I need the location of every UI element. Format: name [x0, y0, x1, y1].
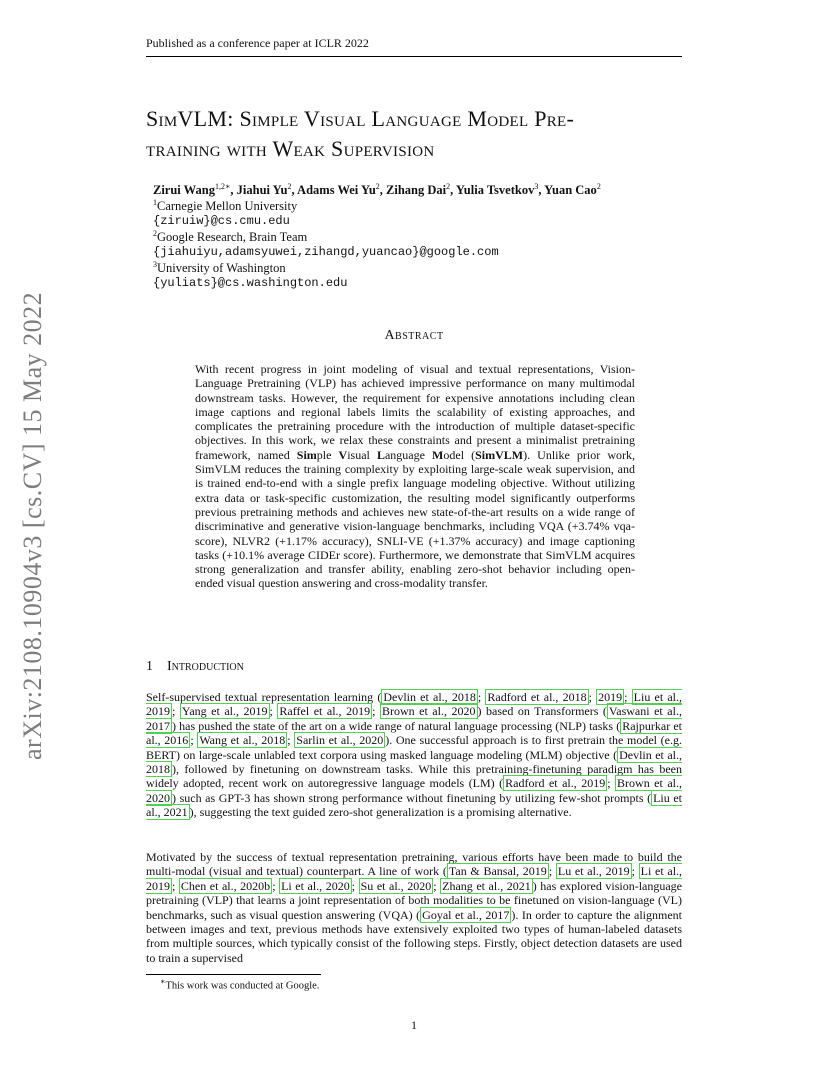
affiliation-name: $^1$Carnegie Mellon University [153, 198, 298, 214]
title-line-2: training with Weak Supervision [146, 136, 435, 161]
author-affiliation-sup: 2 [596, 182, 601, 191]
author-name: Adams Wei Yu [297, 183, 376, 198]
citation-link[interactable]: Vaswani et al., 2017 [146, 704, 682, 733]
citation-link[interactable]: Lu et al., 2019 [557, 864, 630, 879]
citation-link[interactable]: Radford et al., 2018 [487, 690, 587, 704]
author-affiliation-sup: 1,2 [214, 182, 225, 191]
running-header: Published as a conference paper at ICLR 2022 [146, 36, 682, 57]
citation-link[interactable]: Su et al., 2020 [360, 878, 432, 893]
citation-link[interactable]: Zhang et al., 2021 [442, 878, 531, 893]
author-name: Zihang Dai [386, 183, 447, 198]
section-number: 1 [146, 659, 153, 674]
abstract-body: With recent progress in joint modeling of visual and textual representations, Vision-Language Pretraining (VLP) has achieved impressive performance on many multimodal downstream tasks. However, the requirement for expensive annotations including clean image captions and regional labels limits the scalability of existing approaches, and complicates the pretraining procedure with the introduction of multiple dataset-specific objectives. In this work, we relax these constraints and present a minimalist pretraining framework, named Simple Visual Language Model (SimVLM). Unlike prior work, SimVLM reduces the training complexity by exploiting large-scale weak supervision, and is trained end-to-end with a single prefix language modeling objective. Without utilizing extra data or task-specific customization, the resulting model significantly outperforms previous pretraining methods and achieves new state-of-the-art results on a wide range of discriminative and generative vision-language benchmarks, including VQA (+3.74% vqa-score), NLVR2 (+1.17% accuracy), SNLI-VE (+1.37% accuracy) and image captioning tasks (+10.1% average CIDEr score). Furthermore, we demonstrate that SimVLM acquires strong generalization and transfer ability, enabling zero-shot behavior including open-ended visual question answering and cross-modality transfer. [195, 362, 635, 591]
footnote: ∗This work was conducted at Google. [160, 977, 320, 992]
affiliation-name: $^3$University of Washington [153, 260, 286, 276]
affiliation-email[interactable]: {jiahuiyu,adamsyuwei,zihangd,yuancao}@google.com [153, 245, 499, 259]
author-name: Jiahui Yu [236, 183, 288, 198]
citation-link[interactable]: Brown et al., 2020 [146, 776, 682, 805]
author-name: Yulia Tsvetkov [455, 183, 535, 198]
citation-link[interactable]: 2019 [598, 690, 623, 704]
citation-link[interactable]: Liu et al., 2019 [146, 690, 683, 719]
citation-link[interactable]: Raffel et al., 2019 [279, 704, 371, 719]
citation-link[interactable]: Goyal et al., 2017 [422, 907, 510, 922]
author-name: Zirui Wang [153, 183, 215, 198]
author-affiliation-sup: 2 [446, 182, 451, 191]
affiliation-email[interactable]: {ziruiw}@cs.cmu.edu [153, 214, 290, 228]
title-line-1: SimVLM: Simple Visual Language Model Pre- [146, 106, 575, 131]
citation-link[interactable]: Chen et al., 2020b [180, 878, 271, 893]
affiliation-name: $^2$Google Research, Brain Team [153, 229, 308, 245]
citation-link[interactable]: Rajpurkar et al., 2016 [146, 718, 682, 748]
citation-link[interactable]: Devlin et al., 2018 [383, 690, 476, 704]
citation-link[interactable]: Devlin et al., 2018 [146, 747, 682, 777]
paper-title [146, 104, 706, 164]
citation-link[interactable]: Radford et al., 2019 [505, 776, 606, 791]
page-number: 1 [411, 1018, 417, 1032]
author-name: Yuan Cao [544, 183, 597, 198]
footnote-mark: ∗ [160, 977, 166, 986]
citation-link[interactable]: Brown et al., 2020 [381, 704, 476, 719]
citation-link[interactable]: Wang et al., 2018 [199, 733, 286, 748]
author-affiliation-sup: 3 [534, 182, 539, 191]
abstract-heading: Abstract [384, 328, 444, 343]
citation-link[interactable]: Liu et al., 2021 [146, 790, 682, 820]
section-title: Introduction [167, 659, 244, 674]
citation-link[interactable]: Li et al., 2019 [146, 864, 683, 893]
affiliation-email[interactable]: {yuliats}@cs.washington.edu [153, 276, 348, 290]
citation-link[interactable]: Tan & Bansal, 2019 [448, 864, 547, 879]
author-list: Zirui Wang$^{1,2∗}$, Jiahui Yu$^2$, Adams Wei Yu$^2$, Zihang Dai$^2$, Yulia Tsvetkov$^3$, Yuan Cao$^2$ [153, 182, 601, 198]
footnote-divider [146, 974, 321, 975]
citation-link[interactable]: Yang et al., 2019 [181, 704, 268, 719]
arxiv-stamp: arXiv:2108.10904v3 [cs.CV] 15 May 2022 [18, 291, 47, 760]
citation-link[interactable]: Sarlin et al., 2020 [296, 733, 384, 748]
author-affiliation-sup: 2 [375, 182, 380, 191]
author-affiliation-sup: 2 [287, 182, 292, 191]
section-heading [146, 659, 244, 675]
intro-paragraph-1: Self-supervised textual representation learning ( Devlin et al., 2018 ; Radford et al., 2018 ; 2019 ; Liu et al., 2019 ; Yang et al., 2019 ; Raffel et al., 2019 ; Brown et al., 2020 ) based on Transformers ( Vaswani et al., 2017 ) has pushed the state of the art on a wide range of natural language processing (NLP) tasks ( Rajpurkar et al., 2016 ; Wang et al., 2018 ; Sarlin et al., 2020 ). One successful approach is to first pretrain the model (e.g. BERT) on large-scale unlabled text corpora using masked language modeling (MLM) objective ( Devlin et al., 2018 ), followed by finetuning on downstream tasks. While this pretraining-finetuning paradigm has been widely adopted, recent work on autoregressive language models (LM) ( Radford et al., 2019 ; Brown et al., 2020 ) such as GPT-3 has shown strong performance without finetuning by utilizing few-shot prompts ( Liu et al., 2021 ), suggesting the text guided zero-shot generalization is a promising alternative. [146, 690, 683, 820]
intro-paragraph-2: Motivated by the success of textual representation pretraining, various efforts have been made to build the multi-modal (visual and textual) counterpart. A line of work ( Tan & Bansal, 2019 ; Lu et al., 2019 ; Li et al., 2019 ; Chen et al., 2020b ; Li et al., 2020 ; Su et al., 2020 ; Zhang et al., 2021 ) has explored vision-language pretraining (VLP) that learns a joint representation of both modalities to be finetuned on vision-language (VL) benchmarks, such as visual question answering (VQA) ( Goyal et al., 2017 ). In order to capture the alignment between images and text, previous methods have extensively exploited two types of human-labeled datasets from multiple sources, which typically consist of the following steps. Firstly, object detection datasets are used to train a supervised [146, 850, 683, 965]
footnote-mark: ∗ [224, 182, 231, 191]
citation-link[interactable]: Li et al., 2020 [281, 878, 350, 893]
